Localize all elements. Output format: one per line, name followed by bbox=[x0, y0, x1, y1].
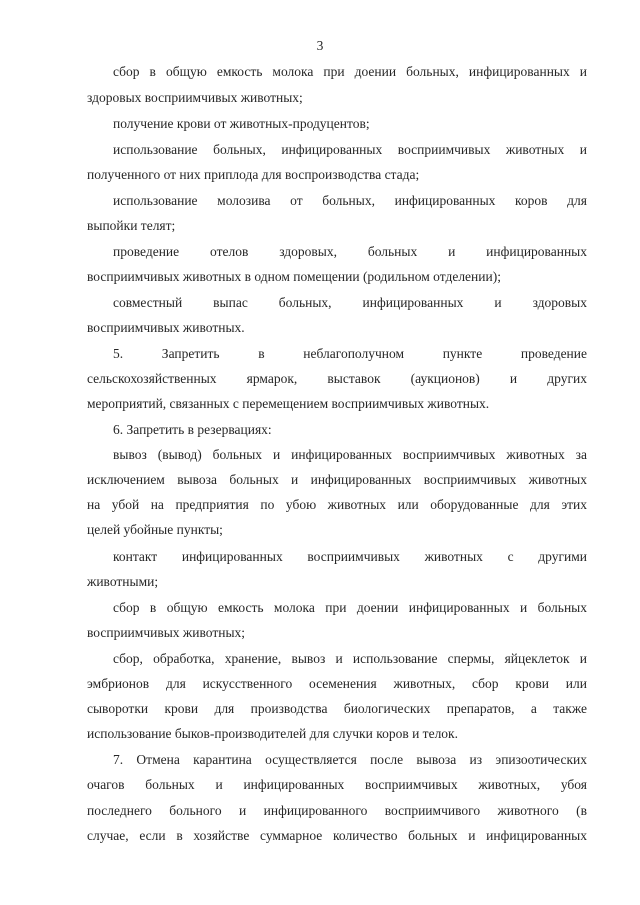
text-line: здоровых восприимчивых животных; bbox=[87, 90, 303, 105]
text-line: полученного от них приплода для воспроизводства стада; bbox=[87, 167, 420, 182]
text-line: использование быков-производителей для случки коров и телок. bbox=[87, 726, 458, 741]
text-line: эмбрионов для искусственного осеменения животных, сбор крови или bbox=[87, 676, 587, 691]
text-line: сельскохозяйственных ярмарок, выставок (аукционов) и других bbox=[87, 371, 587, 386]
text-line: использование молозива от больных, инфицированных коров для bbox=[113, 193, 587, 208]
text-line: случае, если в хозяйстве суммарное количество больных и инфицированных bbox=[87, 828, 587, 843]
text-line: на убой на предприятия по убою животных или оборудованные для этих bbox=[87, 497, 587, 512]
text-line: получение крови от животных-продуцентов; bbox=[113, 116, 370, 131]
text-line: 5. Запретить в неблагополучном пункте проведение bbox=[113, 346, 587, 361]
text-line: сбор в общую емкость молока при доении инфицированных и больных bbox=[113, 600, 587, 615]
text-line: контакт инфицированных восприимчивых животных с другими bbox=[113, 549, 587, 564]
text-line: целей убойные пункты; bbox=[87, 522, 223, 537]
text-line: мероприятий, связанных с перемещением восприимчивых животных. bbox=[87, 396, 490, 411]
text-line: очагов больных и инфицированных восприимчивых животных, убоя bbox=[87, 777, 587, 792]
text-line: восприимчивых животных в одном помещении (родильном отделении); bbox=[87, 269, 501, 284]
text-line: восприимчивых животных; bbox=[87, 625, 246, 640]
text-line: сыворотки крови для производства биологических препаратов, а также bbox=[87, 701, 587, 716]
text-line: последнего больного и инфицированного восприимчивого животного (в bbox=[87, 803, 587, 818]
text-line: выпойки телят; bbox=[87, 218, 176, 233]
text-line: животными; bbox=[87, 574, 159, 589]
text-line: 6. Запретить в резервациях: bbox=[113, 422, 272, 437]
text-line: совместный выпас больных, инфицированных и здоровых bbox=[113, 295, 587, 310]
text-line: сбор, обработка, хранение, вывоз и использование спермы, яйцеклеток и bbox=[113, 651, 587, 666]
text-line: восприимчивых животных. bbox=[87, 320, 245, 335]
text-line: исключением вывоза больных и инфицированных восприимчивых животных bbox=[87, 472, 587, 487]
text-line: сбор в общую емкость молока при доении больных, инфицированных и bbox=[113, 64, 587, 79]
page-number: 3 bbox=[316, 38, 324, 53]
text-line: использование больных, инфицированных восприимчивых животных и bbox=[113, 142, 587, 157]
text-line: проведение отелов здоровых, больных и инфицированных bbox=[113, 244, 587, 259]
text-line: 7. Отмена карантина осуществляется после вывоза из эпизоотических bbox=[113, 752, 587, 767]
text-line: вывоз (вывод) больных и инфицированных восприимчивых животных за bbox=[113, 447, 587, 462]
